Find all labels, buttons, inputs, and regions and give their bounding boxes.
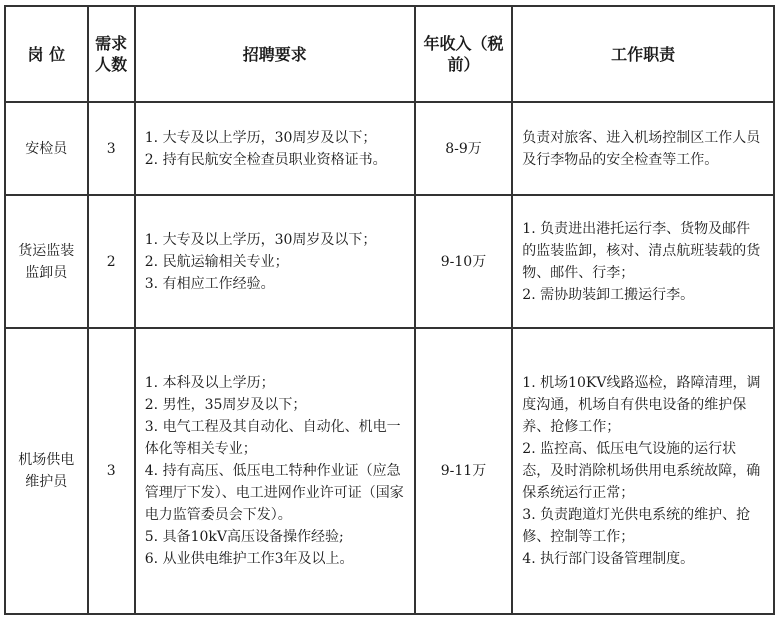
- requirement-line: 1. 本科及以上学历；: [144, 375, 275, 391]
- header-position: 岗 位: [5, 6, 88, 102]
- cell-position: 货运监装监卸员: [5, 195, 88, 328]
- duty-line: 4. 执行部门设备管理制度。: [522, 551, 695, 567]
- cell-salary: 9-11万: [415, 328, 513, 614]
- requirement-line: 1. 大专及以上学历，30周岁及以下；: [144, 231, 377, 248]
- cell-duties: [512, 328, 774, 614]
- requirement-line: 3. 有相应工作经验。: [144, 275, 275, 292]
- requirement-line: 3. 电气工程及其自动化、自动化、机电一体化等相关专业；: [144, 419, 401, 457]
- cell-requirements: [135, 328, 415, 614]
- duty-line: 1. 机场10KV线路巡检，路障清理，调度沟通，机场自有供电设备的维护保养、抢修工作；: [522, 375, 761, 435]
- duty-line: 1. 负责进出港托运行李、货物及邮件的监装监卸，核对、清点航班装载的货物、邮件、行李；: [522, 220, 761, 281]
- duty-line: 2. 需协助装卸工搬运行李。: [522, 286, 695, 303]
- cell-duties: [512, 102, 774, 195]
- requirement-line: 2. 民航运输相关专业；: [144, 253, 289, 270]
- requirement-line: 4. 持有高压、低压电工特种作业证（应急管理厅下发）、电工进网作业许可证（国家电力监管委员会下发）。: [144, 463, 404, 523]
- table-row: [5, 328, 774, 614]
- cell-duties: [512, 195, 774, 328]
- cell-salary: 8-9万: [415, 102, 513, 195]
- table-header-row: [5, 6, 774, 102]
- cell-requirements: [135, 102, 415, 195]
- cell-position: 安检员: [5, 102, 88, 195]
- table-row: [5, 195, 774, 328]
- cell-headcount: 3: [88, 328, 135, 614]
- header-salary-text: 年收入（税前）: [423, 34, 504, 74]
- table-row: [5, 102, 774, 195]
- requirement-line: 2. 男性，35周岁及以下；: [144, 397, 307, 413]
- header-salary: [415, 6, 513, 102]
- header-headcount: [88, 6, 135, 102]
- cell-headcount: 2: [88, 195, 135, 328]
- cell-position: 机场供电维护员: [5, 328, 88, 614]
- requirement-line: 6. 从业供电维护工作3年及以上。: [144, 551, 354, 567]
- duty-line: 2. 监控高、低压电气设施的运行状态，及时消除机场供用电系统故障，确保系统运行正常；: [522, 441, 761, 501]
- requirement-line: 5. 具备10kV高压设备操作经验;: [144, 529, 344, 545]
- requirement-line: 2. 持有民航安全检查员职业资格证书。: [144, 151, 387, 168]
- requirement-line: 1. 大专及以上学历，30周岁及以下；: [144, 129, 377, 146]
- duty-line: 3. 负责跑道灯光供电系统的维护、抢修、控制等工作；: [522, 507, 751, 545]
- duty-line: 负责对旅客、进入机场控制区工作人员及行李物品的安全检查等工作。: [522, 129, 761, 168]
- cell-headcount: 3: [88, 102, 135, 195]
- cell-salary: 9-10万: [415, 195, 513, 328]
- header-requirements: 招聘要求: [135, 6, 415, 102]
- header-duties: 工作职责: [512, 6, 774, 102]
- cell-requirements: [135, 195, 415, 328]
- recruitment-table: [4, 5, 775, 615]
- header-headcount-text: 需求人数: [95, 34, 128, 74]
